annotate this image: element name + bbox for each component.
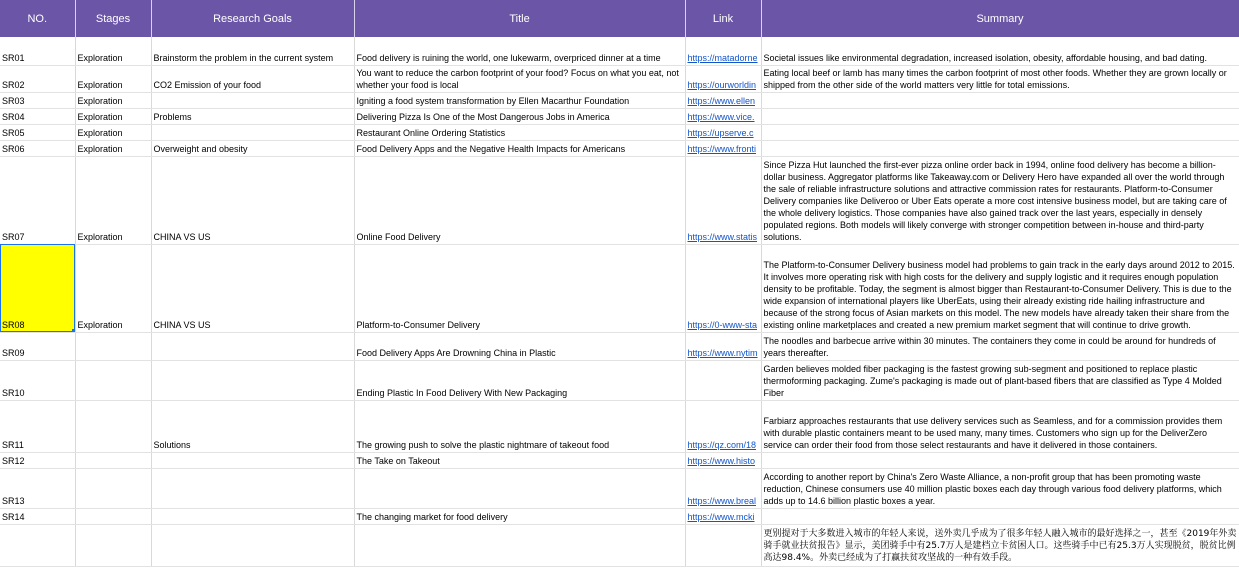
cell-title[interactable] — [354, 524, 685, 566]
link-url[interactable]: https://matadorne — [687, 52, 758, 63]
table-row — [0, 37, 1239, 65]
cell-link[interactable] — [685, 452, 761, 468]
cell-goal[interactable] — [151, 124, 354, 140]
cell-title[interactable]: Food Delivery Apps and the Negative Health Impacts for Americans — [354, 140, 685, 156]
cell-summary[interactable] — [761, 508, 1239, 524]
cell-goal[interactable]: Solutions — [151, 400, 354, 452]
cell-no[interactable]: SR11 — [0, 400, 75, 452]
cell-no[interactable]: SR13 — [0, 468, 75, 508]
header-research-goals[interactable]: Research Goals — [151, 0, 354, 37]
cell-title[interactable]: The growing push to solve the plastic nightmare of takeout food — [354, 400, 685, 452]
cell-goal[interactable] — [151, 92, 354, 108]
cell-link[interactable] — [685, 244, 761, 332]
table-row — [0, 140, 1239, 156]
cell-stage[interactable]: Exploration — [75, 92, 151, 108]
header-row — [0, 0, 1239, 37]
cell-no[interactable]: SR09 — [0, 332, 75, 360]
cell-summary[interactable] — [761, 124, 1239, 140]
cell-summary[interactable]: Since Pizza Hut launched the first-ever pizza online order back in 1994, online food delivery has become a billion-dollar business. Aggregator platforms like Takeaway.com or Delivery Hero have expanded all over the world through the sale of reliable infrastructure solutions and attractive commission rates for restaurants. Platform-to-Consumer Delivery companies like Deliveroo or Uber Eats operate a more cost intensive business model, but are taking care of the whole delivery logistics. Those companies have also gained track over the last years, especially in densely populated regions. Both models will likely converge with stronger competition between in-house and third-party solutions. — [761, 156, 1239, 244]
cell-no[interactable]: SR04 — [0, 108, 75, 124]
header-stages[interactable]: Stages — [75, 0, 151, 37]
cell-stage[interactable] — [75, 332, 151, 360]
cell-stage[interactable] — [75, 452, 151, 468]
table-row — [0, 65, 1239, 92]
table-row — [0, 332, 1239, 360]
cell-summary[interactable] — [761, 92, 1239, 108]
link-url[interactable]: https://0-www-sta — [687, 319, 758, 330]
table-row — [0, 468, 1239, 508]
cell-stage[interactable] — [75, 508, 151, 524]
table-row — [0, 244, 1239, 332]
cell-stage[interactable]: Exploration — [75, 156, 151, 244]
cell-stage[interactable]: Exploration — [75, 244, 151, 332]
cell-link[interactable] — [685, 468, 761, 508]
cell-no[interactable]: SR14 — [0, 508, 75, 524]
table-row — [0, 156, 1239, 244]
table-row — [0, 400, 1239, 452]
cell-no[interactable]: SR10 — [0, 360, 75, 400]
cell-title[interactable]: The Take on Takeout — [354, 452, 685, 468]
cell-link[interactable] — [685, 400, 761, 452]
cell-link[interactable] — [685, 360, 761, 400]
cell-stage[interactable]: Exploration — [75, 108, 151, 124]
cell-link[interactable] — [685, 65, 761, 92]
cell-stage[interactable] — [75, 400, 151, 452]
cell-title[interactable] — [354, 468, 685, 508]
link-url[interactable]: https://ourworldin — [687, 79, 757, 90]
table-row — [0, 452, 1239, 468]
cell-summary[interactable] — [761, 452, 1239, 468]
cell-title[interactable]: The changing market for food delivery — [354, 508, 685, 524]
link-url[interactable]: https://www.nytim — [687, 347, 758, 358]
header-summary[interactable]: Summary — [761, 0, 1239, 37]
cell-no[interactable]: SR01 — [0, 37, 75, 65]
cell-goal[interactable] — [151, 508, 354, 524]
cell-summary[interactable]: The noodles and barbecue arrive within 30 minutes. The containers they come in could be around for hundreds of years thereafter. — [761, 332, 1239, 360]
cell-goal[interactable]: CHINA VS US — [151, 156, 354, 244]
cell-title[interactable]: Ending Plastic In Food Delivery With New Packaging — [354, 360, 685, 400]
cell-link[interactable] — [685, 508, 761, 524]
cell-title[interactable]: Food Delivery Apps Are Drowning China in Plastic — [354, 332, 685, 360]
cell-stage[interactable]: Exploration — [75, 140, 151, 156]
cell-stage[interactable]: Exploration — [75, 124, 151, 140]
cell-summary[interactable] — [761, 108, 1239, 124]
link-url[interactable]: https://upserve.c — [687, 127, 754, 138]
cell-link[interactable] — [685, 92, 761, 108]
cell-summary[interactable]: Farbiarz approaches restaurants that use delivery services such as Seamless, and for a commission provides them with durable plastic containers meant to be used many, many times. Customers who sign up for the DeliverZero service can order their food from those select restaurants and have it delivered in those containers. — [761, 400, 1239, 452]
cell-goal[interactable] — [151, 452, 354, 468]
cell-no[interactable]: SR05 — [0, 124, 75, 140]
cell-goal[interactable]: Problems — [151, 108, 354, 124]
cell-link[interactable] — [685, 140, 761, 156]
cell-goal[interactable] — [151, 524, 354, 566]
header-link[interactable]: Link — [685, 0, 761, 37]
header-no[interactable]: NO. — [0, 0, 75, 37]
cell-no[interactable]: SR02 — [0, 65, 75, 92]
header-title[interactable]: Title — [354, 0, 685, 37]
cell-link[interactable] — [685, 108, 761, 124]
cell-goal[interactable]: Overweight and obesity — [151, 140, 354, 156]
link-url[interactable]: https://www.histo — [687, 455, 756, 466]
table-row — [0, 108, 1239, 124]
cell-stage[interactable] — [75, 360, 151, 400]
cell-link[interactable] — [685, 524, 761, 566]
table-row — [0, 360, 1239, 400]
cell-link[interactable] — [685, 37, 761, 65]
link-url[interactable]: https://www.mcki — [687, 511, 755, 522]
cell-no-selected[interactable]: SR08 — [0, 244, 75, 332]
table-row — [0, 124, 1239, 140]
cell-goal[interactable] — [151, 360, 354, 400]
table-row — [0, 524, 1239, 566]
cell-summary[interactable]: Societal issues like environmental degradation, increased isolation, obesity, affordable housing, and bad dating. — [761, 37, 1239, 65]
cell-stage[interactable] — [75, 524, 151, 566]
cell-no[interactable] — [0, 524, 75, 566]
link-url[interactable]: https://www.statis — [687, 231, 758, 242]
cell-goal[interactable] — [151, 468, 354, 508]
cell-goal[interactable]: Brainstorm the problem in the current system — [151, 37, 354, 65]
cell-no[interactable]: SR06 — [0, 140, 75, 156]
cell-link[interactable] — [685, 332, 761, 360]
cell-title[interactable]: Food delivery is ruining the world, one lukewarm, overpriced dinner at a time — [354, 37, 685, 65]
cell-summary[interactable]: Eating local beef or lamb has many times the carbon footprint of most other foods. Whether they are grown locally or shipped from the other side of the world matters very little for total emissions. — [761, 65, 1239, 92]
cell-no[interactable]: SR12 — [0, 452, 75, 468]
link-url[interactable]: https://www.vice. — [687, 111, 755, 122]
cell-title[interactable]: You want to reduce the carbon footprint of your food? Focus on what you eat, not whether your food is local — [354, 65, 685, 92]
cell-no[interactable]: SR07 — [0, 156, 75, 244]
table-row — [0, 508, 1239, 524]
link-url[interactable]: https://qz.com/18 — [687, 439, 757, 450]
cell-title[interactable]: Igniting a food system transformation by Ellen Macarthur Foundation — [354, 92, 685, 108]
cell-stage[interactable]: Exploration — [75, 65, 151, 92]
cell-no[interactable]: SR03 — [0, 92, 75, 108]
cell-title[interactable]: Online Food Delivery — [354, 156, 685, 244]
table-row — [0, 92, 1239, 108]
cell-goal[interactable]: CO2 Emission of your food — [151, 65, 354, 92]
cell-link[interactable] — [685, 124, 761, 140]
cell-title[interactable]: Restaurant Online Ordering Statistics — [354, 124, 685, 140]
cell-stage[interactable] — [75, 468, 151, 508]
cell-summary[interactable]: According to another report by China's Zero Waste Alliance, a non-profit group that has been promoting waste reduction, Chinese consumers use 40 million plastic boxes each day through various food delivery platforms, which adds up to 14.6 billion plastic boxes a year. — [761, 468, 1239, 508]
link-url[interactable]: https://www.breal — [687, 495, 757, 506]
cell-goal[interactable]: CHINA VS US — [151, 244, 354, 332]
cell-title[interactable]: Platform-to-Consumer Delivery — [354, 244, 685, 332]
cell-summary[interactable]: 更别提对于大多数进入城市的年轻人来说，送外卖几乎成为了很多年轻人融入城市的最好选择之一，甚至《2019年外卖骑手就业扶贫报告》显示，美团骑手中有25.7万人是建档立卡贫困人口。这些骑手中已有25.3万人实现脱贫，脱贫比例高达98.4%。外卖已经成为了打赢扶贫攻坚战的一种有效手段。 — [761, 524, 1239, 566]
cell-title[interactable]: Delivering Pizza Is One of the Most Dangerous Jobs in America — [354, 108, 685, 124]
link-url[interactable]: https://www.fronti — [687, 143, 757, 154]
cell-link[interactable] — [685, 156, 761, 244]
cell-summary[interactable]: The Platform-to-Consumer Delivery business model had problems to gain track in the early days around 2012 to 2015. It involves more operating risk with high costs for the delivery and supply logistic and it requires enough population density to be profitable. Today, the segment is almost bigger than Restaurant-to-Consumer Delivery. This is due to the wide expansion of international players like UberEats, using their already existing ride hailing infrastructure and because of the strong focus of Asian markets on this model. The new models have already taken their share from the existing online marketplaces and created a new premium market segment that will continue to drive growth. — [761, 244, 1239, 332]
cell-summary[interactable] — [761, 140, 1239, 156]
cell-summary[interactable]: Garden believes molded fiber packaging is the fastest growing sub-segment and positioned to replace plastic thermoforming packaging. Zume's packaging is made out of plant-based fibers that are classified as Type 4 Molded Fiber — [761, 360, 1239, 400]
cell-goal[interactable] — [151, 332, 354, 360]
link-url[interactable]: https://www.ellen — [687, 95, 756, 106]
cell-stage[interactable]: Exploration — [75, 37, 151, 65]
